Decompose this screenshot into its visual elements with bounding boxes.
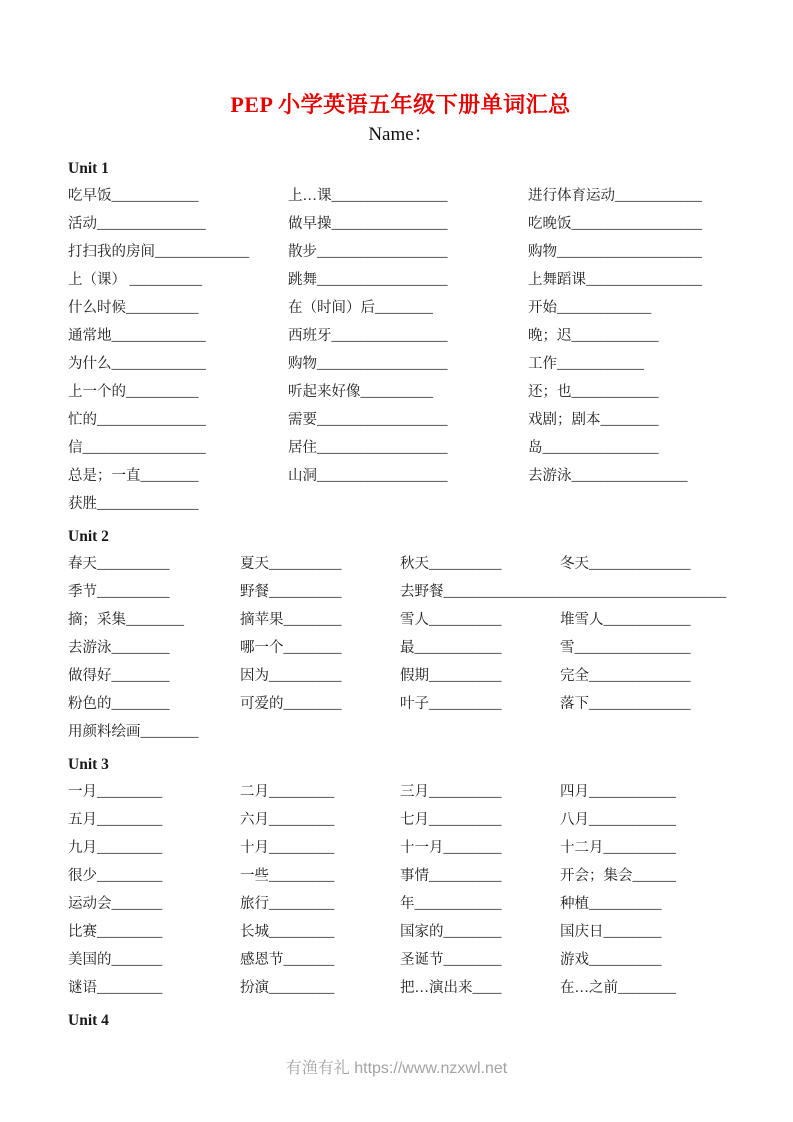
word-item: 假期__________ xyxy=(400,668,502,684)
word-item: 山洞__________________ xyxy=(288,468,448,484)
word-item: 野餐__________ xyxy=(240,584,342,600)
word-item: 获胜______________ xyxy=(68,496,199,512)
word-item: 六月_________ xyxy=(240,812,335,828)
unit-grid xyxy=(68,550,733,746)
word-item: 扮演_________ xyxy=(240,980,335,996)
word-item: 居住__________________ xyxy=(288,440,448,456)
word-item: 摘；采集________ xyxy=(68,612,184,628)
word-item: 春天__________ xyxy=(68,556,170,572)
word-item: 工作____________ xyxy=(528,356,644,372)
word-item: 比赛_________ xyxy=(68,924,163,940)
word-item-empty xyxy=(288,490,528,518)
word-item: 十二月__________ xyxy=(560,840,676,856)
word-item: 上（课） __________ xyxy=(68,272,203,288)
word-item: 三月__________ xyxy=(400,784,502,800)
word-item: 种植__________ xyxy=(560,896,662,912)
word-item: 跳舞__________________ xyxy=(288,272,448,288)
word-item: 散步__________________ xyxy=(288,244,448,260)
word-item: 冬天______________ xyxy=(560,556,691,572)
word-item: 西班牙________________ xyxy=(288,328,448,344)
word-item: 完全______________ xyxy=(560,668,691,684)
word-item: 用颜料绘画________ xyxy=(68,724,199,740)
word-item: 购物____________________ xyxy=(528,244,702,260)
word-item: 游戏__________ xyxy=(560,952,662,968)
word-item: 事情__________ xyxy=(400,868,502,884)
word-item: 把…演出来____ xyxy=(400,980,502,996)
unit-heading: Unit 3 xyxy=(68,756,109,773)
unit-section xyxy=(68,752,733,1002)
word-item: 很少_________ xyxy=(68,868,163,884)
word-item-empty xyxy=(560,718,733,746)
word-item: 去野餐_______________________________________ xyxy=(400,584,727,600)
word-item: 晚；迟____________ xyxy=(528,328,659,344)
word-item: 一些_________ xyxy=(240,868,335,884)
word-item: 八月____________ xyxy=(560,812,676,828)
unit-grid xyxy=(68,182,733,518)
word-item: 可爱的________ xyxy=(240,696,342,712)
word-item: 雪________________ xyxy=(560,640,691,656)
word-item: 需要__________________ xyxy=(288,412,448,428)
word-item-empty xyxy=(400,718,560,746)
word-item: 上舞蹈课________________ xyxy=(528,272,702,288)
word-item: 吃晚饭__________________ xyxy=(528,216,702,232)
word-item: 二月_________ xyxy=(240,784,335,800)
word-item: 开会；集会______ xyxy=(560,868,676,884)
word-item: 做得好________ xyxy=(68,668,170,684)
word-item: 上一个的__________ xyxy=(68,384,199,400)
word-item: 长城_________ xyxy=(240,924,335,940)
word-item: 吃早饭____________ xyxy=(68,188,199,204)
word-item: 夏天__________ xyxy=(240,556,342,572)
word-item: 哪一个________ xyxy=(240,640,342,656)
unit-section xyxy=(68,524,733,746)
word-item: 还；也____________ xyxy=(528,384,659,400)
word-item: 因为__________ xyxy=(240,668,342,684)
footer-watermark: 有渔有礼 https://www.nzxwl.net xyxy=(285,1060,508,1077)
word-item-empty xyxy=(240,718,400,746)
word-item: 九月_________ xyxy=(68,840,163,856)
word-item: 秋天__________ xyxy=(400,556,502,572)
word-item: 为什么_____________ xyxy=(68,356,206,372)
word-item: 上…课________________ xyxy=(288,188,448,204)
word-item: 在（时间）后________ xyxy=(288,300,433,316)
word-item: 摘苹果________ xyxy=(240,612,342,628)
word-item: 忙的_______________ xyxy=(68,412,206,428)
word-item: 叶子__________ xyxy=(400,696,502,712)
unit-heading: Unit 1 xyxy=(68,160,109,177)
word-item: 在…之前________ xyxy=(560,980,676,996)
word-item: 总是；一直________ xyxy=(68,468,199,484)
word-item: 十一月________ xyxy=(400,840,502,856)
word-item: 年____________ xyxy=(400,896,502,912)
word-item: 雪人__________ xyxy=(400,612,502,628)
word-item: 活动_______________ xyxy=(68,216,206,232)
word-item: 堆雪人____________ xyxy=(560,612,691,628)
word-item: 圣诞节________ xyxy=(400,952,502,968)
word-item: 通常地_____________ xyxy=(68,328,206,344)
word-item: 五月_________ xyxy=(68,812,163,828)
word-item: 一月_________ xyxy=(68,784,163,800)
unit-section xyxy=(68,1008,733,1034)
word-item: 国家的________ xyxy=(400,924,502,940)
word-item: 落下______________ xyxy=(560,696,691,712)
unit-section xyxy=(68,156,733,518)
word-item: 打扫我的房间_____________ xyxy=(68,244,250,260)
word-item: 戏剧；剧本________ xyxy=(528,412,659,428)
word-item-empty xyxy=(528,490,733,518)
unit-heading: Unit 2 xyxy=(68,528,109,545)
word-item: 去游泳________________ xyxy=(528,468,688,484)
word-item: 做早操________________ xyxy=(288,216,448,232)
word-item: 谜语_________ xyxy=(68,980,163,996)
units-container xyxy=(68,156,733,1034)
word-item: 运动会_______ xyxy=(68,896,163,912)
document-title: PEP 小学英语五年级下册单词汇总 xyxy=(230,92,571,117)
unit-heading: Unit 4 xyxy=(68,1012,109,1029)
word-item: 国庆日________ xyxy=(560,924,662,940)
word-item: 季节__________ xyxy=(68,584,170,600)
word-item: 去游泳________ xyxy=(68,640,170,656)
word-item: 美国的_______ xyxy=(68,952,163,968)
word-item: 最____________ xyxy=(400,640,502,656)
word-item: 岛________________ xyxy=(528,440,659,456)
name-label: Name： xyxy=(368,124,433,145)
word-item: 什么时候__________ xyxy=(68,300,199,316)
word-item: 十月_________ xyxy=(240,840,335,856)
unit-grid xyxy=(68,778,733,1002)
word-item: 粉色的________ xyxy=(68,696,170,712)
word-item: 听起来好像__________ xyxy=(288,384,433,400)
word-item: 感恩节_______ xyxy=(240,952,335,968)
word-item: 进行体育运动____________ xyxy=(528,188,702,204)
word-item: 四月____________ xyxy=(560,784,676,800)
word-item: 购物__________________ xyxy=(288,356,448,372)
word-item: 开始_____________ xyxy=(528,300,652,316)
word-item: 旅行_________ xyxy=(240,896,335,912)
word-item: 信_________________ xyxy=(68,440,206,456)
word-item: 七月__________ xyxy=(400,812,502,828)
